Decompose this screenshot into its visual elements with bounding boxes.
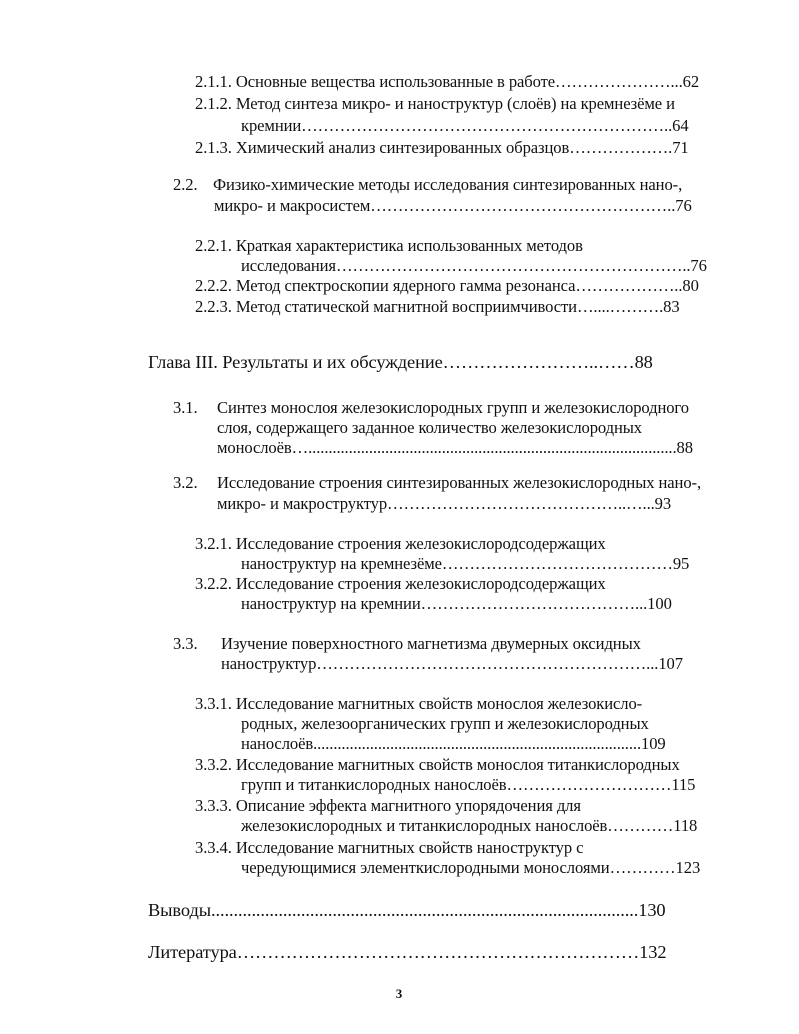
toc-entry-3-3-1 [195,694,642,714]
toc-entry-3-3-1-cont: родных, железоорганических групп и железокислородных [241,714,649,733]
toc-title: Основные вещества использованные в работе…………………...62 [235,72,700,91]
toc-number: 3.3.3. [195,796,232,815]
toc-entry-2-1-2-cont: кремнии…………………………………………………………..64 [241,116,689,135]
toc-conclusions: Выводы...............................................................................................130 [148,900,666,920]
toc-entry-2-2-2 [195,276,699,296]
toc-entry-2-1-3 [195,138,689,158]
toc-title: Синтез монослоя железокислородных групп и железокислородного [217,398,689,417]
toc-title: Исследование строения железокислородсодержащих [235,534,606,553]
toc-chapter-3: Глава III. Результаты и их обсуждение……………………..……88 [148,352,653,372]
toc-number: 2.2.3. [195,297,232,316]
toc-title: Химический анализ синтезированных образцов……………….71 [235,138,689,157]
toc-entry-3-2-cont: микро- и макроструктур……………………………………..…...93 [217,494,672,513]
toc-entry-3-3-4 [195,838,583,858]
toc-title: Исследование магнитных свойств монослоя титанкислородных [235,755,680,774]
toc-number: 2.1.2. [195,94,232,113]
toc-entry-2-1-1 [195,72,699,92]
toc-entry-3-2-1-cont: наноструктур на кремнезёме……………………………………95 [241,554,690,573]
toc-entry-3-3-3 [195,796,581,816]
toc-entry-3-1 [173,398,689,418]
toc-entry-3-1-cont: монослоёв…...........................................................................................88 [217,438,693,457]
toc-entry-2-2-1-cont: исследования………………………………………………………..76 [241,256,707,275]
toc-entry-2-2 [173,175,682,195]
toc-number: 2.2.2. [195,276,232,295]
toc-number: 3.3.4. [195,838,232,857]
toc-number: 3.3.1. [195,694,232,713]
toc-entry-3-2-2 [195,574,606,594]
toc-title: Физико-химические методы исследования синтезированных нано-, [213,175,683,194]
toc-number: 3.3.2. [195,755,232,774]
toc-title: Исследование магнитных свойств наноструктур с [235,838,584,857]
toc-entry-3-1-cont: слоя, содержащего заданное количество железокислородных [217,418,643,437]
toc-entry-3-2 [173,473,701,493]
toc-entry-3-3-4-cont: чередующимися элементкислородными монослоями…………123 [241,858,701,877]
toc-title: Краткая характеристика использованных методов [235,236,583,255]
toc-number: 3.2.1. [195,534,232,553]
toc-number: 3.2. [173,473,198,492]
toc-title: Исследование строения железокислородсодержащих [235,574,606,593]
toc-number: 2.1.1. [195,72,232,91]
toc-title: Метод синтеза микро- и наноструктур (слоёв) на кремнезёме и [235,94,675,113]
toc-entry-2-2-1 [195,236,583,256]
toc-entry-3-3-3-cont: железокислородных и титанкислородных нанослоёв…………118 [241,816,698,835]
toc-title: Описание эффекта магнитного упорядочения для [235,796,581,815]
toc-number: 3.3. [173,634,198,653]
toc-entry-2-2-3 [195,297,680,317]
toc-entry-3-3-2-cont: групп и титанкислородных нанослоёв…………………………115 [241,775,696,794]
toc-number: 2.2. [173,175,198,194]
toc-number: 2.1.3. [195,138,232,157]
toc-entry-3-3-cont: наноструктур……………………………………………………...107 [221,654,683,673]
toc-title: Исследование строения синтезированных железокислородных нано-, [217,473,701,492]
toc-entry-3-2-2-cont: наноструктур на кремнии…………………………………...100 [241,594,672,613]
toc-number: 2.2.1. [195,236,232,255]
toc-entry-3-3 [173,634,641,654]
toc-literature: Литература…………………………………………………………132 [148,942,667,962]
toc-title: Исследование магнитных свойств монослоя железокисло- [235,694,643,713]
toc-entry-2-2-cont: микро- и макросистем………………………………………………..76 [214,196,692,215]
toc-entry-2-1-2 [195,94,675,114]
toc-title: Метод спектроскопии ядерного гамма резонанса………………..80 [235,276,699,295]
page-number: 3 [395,986,403,1001]
toc-entry-3-3-1-cont: нанослоёв.................................................................................109 [241,734,666,753]
toc-number: 3.1. [173,398,198,417]
toc-number: 3.2.2. [195,574,232,593]
toc-entry-3-2-1 [195,534,606,554]
toc-entry-3-3-2 [195,755,680,775]
toc-title: Метод статической магнитной восприимчивости…....……….83 [235,297,680,316]
toc-title: Изучение поверхностного магнетизма двумерных оксидных [221,634,641,653]
